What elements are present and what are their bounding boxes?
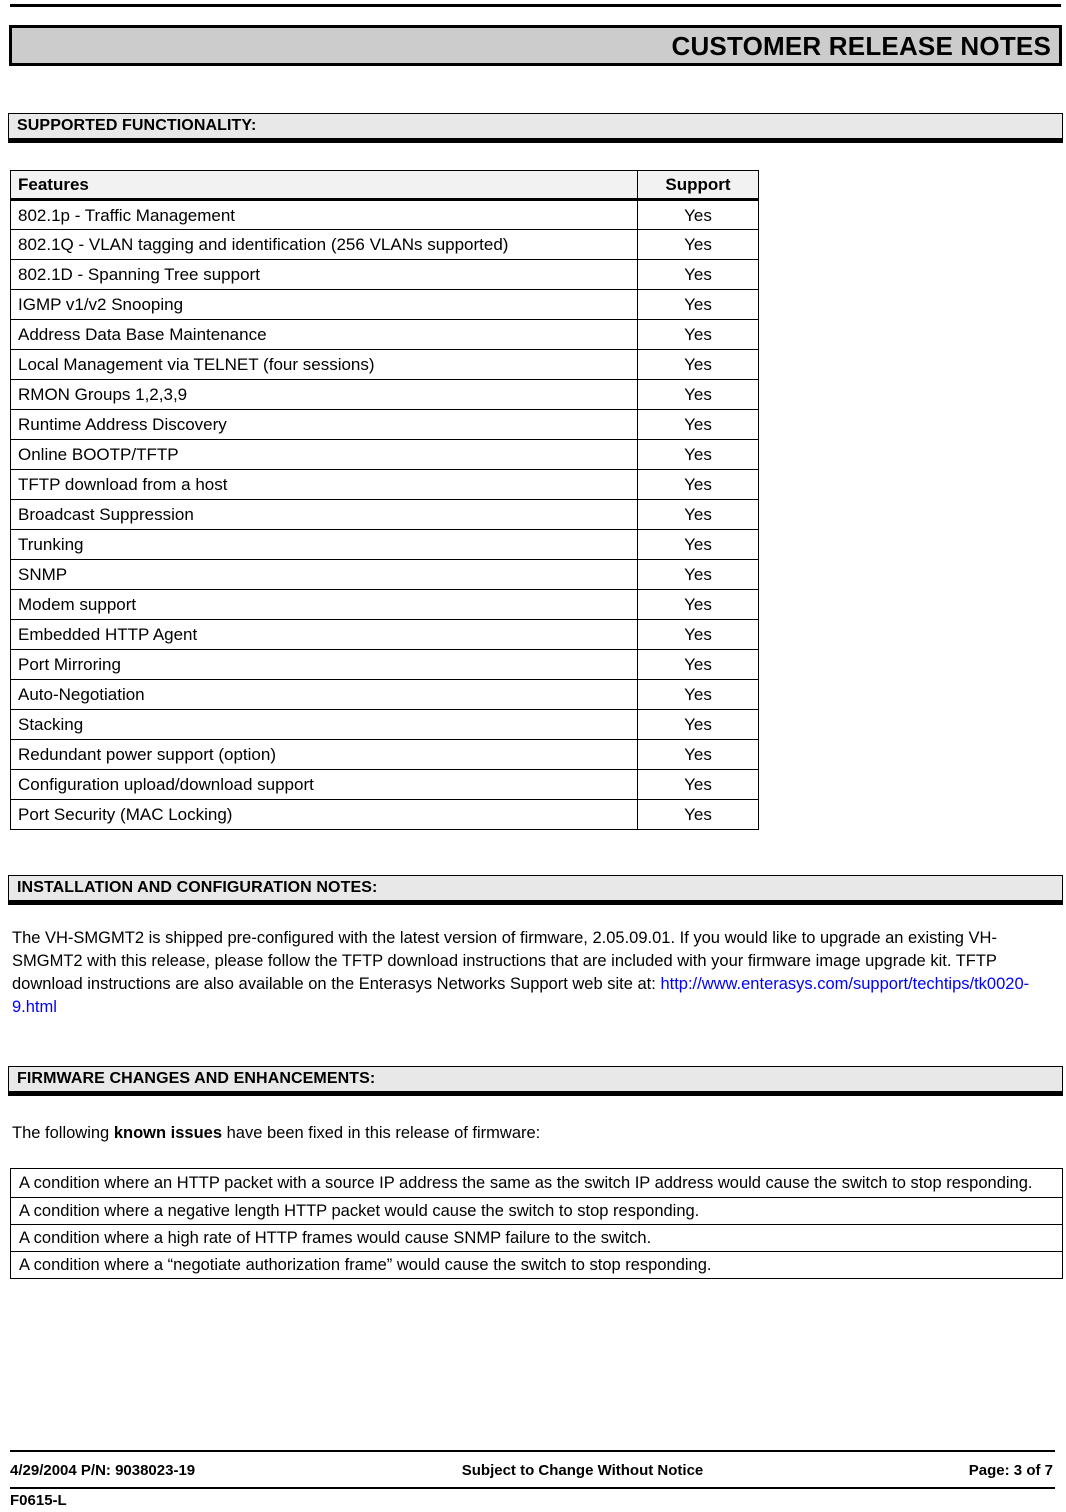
document-title-banner xyxy=(9,25,1062,66)
table-row xyxy=(11,290,759,320)
firmware-intro-emphasis: known issues xyxy=(113,1124,223,1142)
feature-support-cell: Yes xyxy=(638,710,759,740)
enterasys-support-link[interactable]: http://www.enterasys.com/support/techtips/tk0020-9.html xyxy=(12,975,1030,1016)
feature-support-cell: Yes xyxy=(638,380,759,410)
table-row xyxy=(11,500,759,530)
section-heading-label: FIRMWARE CHANGES AND ENHANCEMENTS: xyxy=(17,1070,376,1087)
fixed-issues-table xyxy=(10,1168,1063,1279)
issue-row xyxy=(11,1169,1063,1198)
issue-row xyxy=(11,1225,1063,1252)
feature-support-cell: Yes xyxy=(638,530,759,560)
section-header-firmware-changes xyxy=(8,1066,1063,1096)
feature-name-cell: RMON Groups 1,2,3,9 xyxy=(11,380,638,410)
header-top-rule xyxy=(10,4,1061,7)
table-row xyxy=(11,590,759,620)
feature-support-cell: Yes xyxy=(638,650,759,680)
table-row xyxy=(11,710,759,740)
issue-description-cell: A condition where an HTTP packet with a source IP address the same as the switch IP address would cause the switch to stop responding. xyxy=(11,1169,1063,1198)
table-row xyxy=(11,740,759,770)
section-header-supported-functionality xyxy=(8,113,1063,143)
column-header-support: Support xyxy=(638,171,759,200)
feature-name-cell: 802.1p - Traffic Management xyxy=(11,200,638,230)
table-row xyxy=(11,200,759,230)
issue-row xyxy=(11,1198,1063,1225)
issue-description-cell: A condition where a negative length HTTP packet would cause the switch to stop responding. xyxy=(11,1198,1063,1225)
footer-page-number: Page: 3 of 7 xyxy=(968,1461,1053,1479)
column-header-features: Features xyxy=(11,171,638,200)
feature-support-cell: Yes xyxy=(638,260,759,290)
feature-support-cell: Yes xyxy=(638,500,759,530)
supported-functionality-table xyxy=(10,170,759,830)
feature-name-cell: SNMP xyxy=(11,560,638,590)
table-row xyxy=(11,260,759,290)
feature-name-cell: Online BOOTP/TFTP xyxy=(11,440,638,470)
footer-rule-bottom xyxy=(10,1487,1055,1489)
table-row xyxy=(11,680,759,710)
issue-row xyxy=(11,1252,1063,1279)
table-row xyxy=(11,380,759,410)
feature-support-cell: Yes xyxy=(638,320,759,350)
feature-name-cell: Embedded HTTP Agent xyxy=(11,620,638,650)
feature-name-cell: Trunking xyxy=(11,530,638,560)
table-row xyxy=(11,800,759,830)
table-row xyxy=(11,530,759,560)
feature-name-cell: Modem support xyxy=(11,590,638,620)
footer-disclaimer: Subject to Change Without Notice xyxy=(461,1461,704,1479)
feature-name-cell: Stacking xyxy=(11,710,638,740)
table-row xyxy=(11,650,759,680)
feature-support-cell: Yes xyxy=(638,770,759,800)
feature-support-cell: Yes xyxy=(638,800,759,830)
feature-support-cell: Yes xyxy=(638,290,759,320)
table-header-row xyxy=(11,171,759,200)
table-row xyxy=(11,620,759,650)
issue-description-cell: A condition where a “negotiate authorization frame” would cause the switch to stop responding. xyxy=(11,1252,1063,1279)
issue-description-cell: A condition where a high rate of HTTP frames would cause SNMP failure to the switch. xyxy=(11,1225,1063,1252)
feature-support-cell: Yes xyxy=(638,470,759,500)
section-heading-label: SUPPORTED FUNCTIONALITY: xyxy=(17,117,257,134)
firmware-intro-suffix: have been fixed in this release of firmware: xyxy=(222,1124,541,1142)
feature-name-cell: Address Data Base Maintenance xyxy=(11,320,638,350)
footer-date-partnumber: 4/29/2004 P/N: 9038023-19 xyxy=(10,1461,196,1479)
feature-support-cell: Yes xyxy=(638,230,759,260)
feature-name-cell: Broadcast Suppression xyxy=(11,500,638,530)
feature-support-cell: Yes xyxy=(638,740,759,770)
feature-name-cell: 802.1D - Spanning Tree support xyxy=(11,260,638,290)
page-title: CUSTOMER RELEASE NOTES xyxy=(671,30,1051,61)
feature-name-cell: Port Mirroring xyxy=(11,650,638,680)
feature-name-cell: Runtime Address Discovery xyxy=(11,410,638,440)
feature-support-cell: Yes xyxy=(638,410,759,440)
feature-support-cell: Yes xyxy=(638,590,759,620)
installation-paragraph xyxy=(12,927,1052,1019)
feature-name-cell: Redundant power support (option) xyxy=(11,740,638,770)
section-header-installation-notes xyxy=(8,875,1063,905)
table-row xyxy=(11,770,759,800)
feature-support-cell: Yes xyxy=(638,680,759,710)
feature-support-cell: Yes xyxy=(638,560,759,590)
table-row xyxy=(11,560,759,590)
document-form-code: F0615-L xyxy=(10,1492,67,1509)
feature-support-cell: Yes xyxy=(638,350,759,380)
firmware-intro-prefix: The following xyxy=(12,1124,114,1142)
feature-support-cell: Yes xyxy=(638,620,759,650)
feature-name-cell: TFTP download from a host xyxy=(11,470,638,500)
feature-name-cell: Local Management via TELNET (four sessions) xyxy=(11,350,638,380)
feature-support-cell: Yes xyxy=(638,440,759,470)
firmware-intro-paragraph xyxy=(12,1122,1012,1145)
installation-paragraph-text: The VH-SMGMT2 is shipped pre-configured with the latest version of firmware, 2.05.09.01. If you would like to upgrade an existing VH-SMGMT2 with this release, please follow the TFTP download instructions that are included with your firmware image upgrade kit. TFTP download instructions are also available on the Enterasys Networks Support web site at: xyxy=(12,929,997,993)
feature-name-cell: 802.1Q - VLAN tagging and identification (256 VLANs supported) xyxy=(11,230,638,260)
feature-name-cell: Configuration upload/download support xyxy=(11,770,638,800)
table-row xyxy=(11,440,759,470)
feature-name-cell: Auto-Negotiation xyxy=(11,680,638,710)
table-row xyxy=(11,230,759,260)
feature-name-cell: IGMP v1/v2 Snooping xyxy=(11,290,638,320)
table-row xyxy=(11,350,759,380)
table-row xyxy=(11,410,759,440)
table-row xyxy=(11,470,759,500)
section-heading-label: INSTALLATION AND CONFIGURATION NOTES: xyxy=(17,879,378,896)
feature-name-cell: Port Security (MAC Locking) xyxy=(11,800,638,830)
feature-support-cell: Yes xyxy=(638,200,759,230)
page-footer xyxy=(10,1456,1055,1484)
table-row xyxy=(11,320,759,350)
footer-rule-top xyxy=(10,1450,1055,1452)
